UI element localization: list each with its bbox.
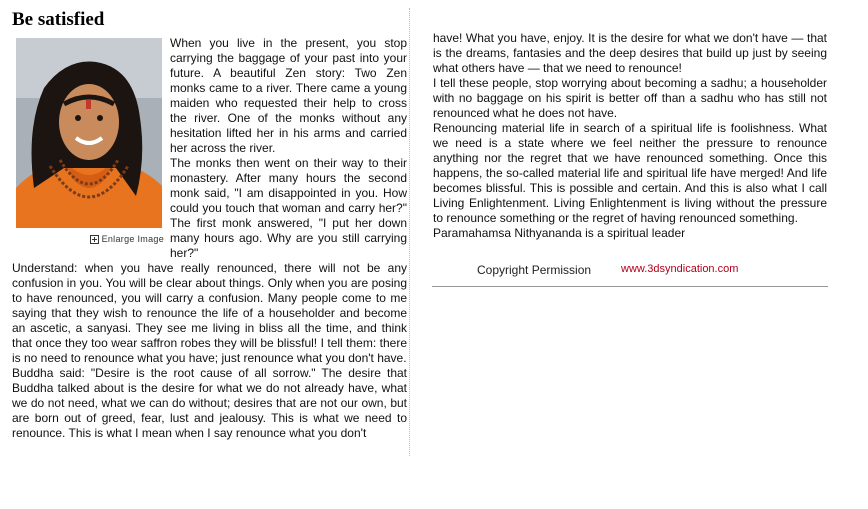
article-paragraph: Buddha said: "Desire is the root cause of all sorrow." The desire that Buddha talked about is the desire for what we do not already have, what we do not need, what we can do without; desires that are not our own, but are born out of greed, fear, lust and jealousy. This is what we need to renounce. This is what I mean when I say renounce what you don't bbox=[12, 366, 407, 440]
article-paragraph: The monks then went on their way to their monastery. After many hours the second monk said, "I am disappointed in you. How could you touch that woman and carry her?" The first monk answered, "I put her down many hours ago. Why are you still carrying her?" bbox=[170, 156, 407, 260]
author-figure bbox=[16, 38, 164, 247]
author-photo[interactable] bbox=[16, 38, 162, 228]
copyright-permission-label: Copyright Permission bbox=[477, 263, 592, 277]
right-column bbox=[433, 31, 827, 241]
article-paragraph: Renouncing material life in search of a spiritual life is foolishness. What we need is a state where we feel neither the pressure to renounce anything nor the regret that we have renounced something. Once this happens, the so-called material life and spiritual life have merged! And life becomes blissful. This is possible and certain. And this is also what I call Living Enlightenment. Living Enlightenment is living without the pressure to renounce something or the regret of having renounced something. bbox=[433, 121, 827, 225]
syndication-link[interactable]: www.3dsyndication.com bbox=[621, 263, 739, 275]
plus-box-icon bbox=[90, 235, 99, 244]
horizontal-rule bbox=[432, 286, 828, 287]
article-paragraph: Understand: when you have really renounced, there will not be any confusion in you. You will be clear about things. Only when you are posing to have renounced, you will carry a confusion. Many people come to me saying that they wish to renounce the life of a householder and become an ascetic, a sanyasi. They see me living in bliss all the time, and think that once they too wear saffron robes they will be blissful! I tell them: there is no need to renounce what you have; just renounce what you don't have. bbox=[12, 261, 407, 365]
article-paragraph: When you live in the present, you stop carrying the baggage of your past into your future. A beautiful Zen story: Two Zen monks came to a river. There came a young maiden who requested their help to cross the river. One of the monks without any hesitation lifted her in his arms and carried her across the river. bbox=[170, 36, 407, 155]
article-paragraph: have! What you have, enjoy. It is the desire for what we don't have — that is the dreams, fantasies and the deep desires that build up just by seeing what others have — that we need to renounce! bbox=[433, 31, 827, 75]
author-bio: Paramahamsa Nithyananda is a spiritual leader bbox=[433, 226, 686, 240]
enlarge-image-link[interactable] bbox=[16, 232, 164, 247]
enlarge-image-label: Enlarge Image bbox=[101, 234, 164, 244]
article-title: Be satisfied bbox=[12, 9, 105, 30]
column-divider bbox=[409, 8, 410, 456]
left-column bbox=[12, 36, 407, 441]
article-paragraph: I tell these people, stop worrying about becoming a sadhu; a householder with no baggage on his spirit is better off than a sadhu who has still not renounced what he does not have. bbox=[433, 76, 827, 120]
